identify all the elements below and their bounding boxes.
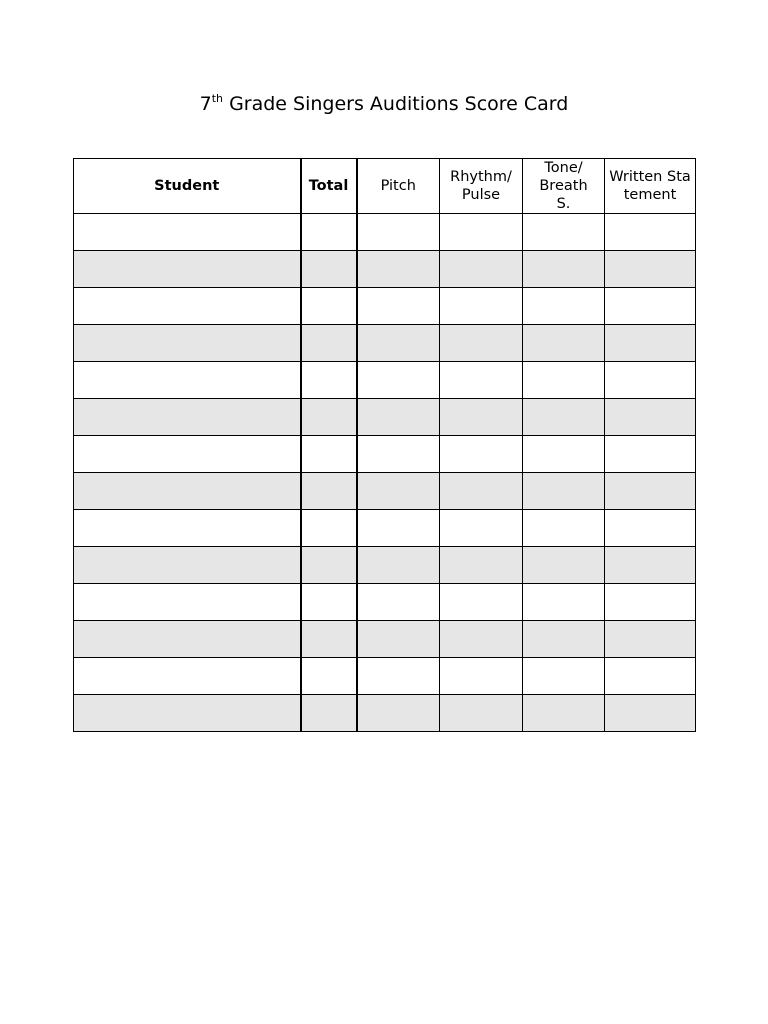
cell-student: [74, 214, 301, 251]
table-row: [74, 325, 696, 362]
cell-pitch: [357, 547, 440, 584]
cell-pitch: [357, 251, 440, 288]
cell-total: [301, 288, 357, 325]
cell-student: [74, 362, 301, 399]
cell-rhythm-pulse: [440, 362, 523, 399]
cell-rhythm-pulse: [440, 214, 523, 251]
cell-rhythm-pulse: [440, 473, 523, 510]
column-header-total: Total: [301, 159, 357, 214]
table-row: [74, 695, 696, 732]
cell-total: [301, 547, 357, 584]
cell-pitch: [357, 695, 440, 732]
cell-student: [74, 473, 301, 510]
cell-pitch: [357, 436, 440, 473]
cell-tone-breath: [523, 288, 605, 325]
cell-rhythm-pulse: [440, 621, 523, 658]
cell-tone-breath: [523, 325, 605, 362]
cell-total: [301, 436, 357, 473]
table-row: [74, 214, 696, 251]
cell-student: [74, 325, 301, 362]
cell-pitch: [357, 473, 440, 510]
cell-written-statement: [605, 214, 696, 251]
table-row: [74, 621, 696, 658]
cell-tone-breath: [523, 214, 605, 251]
cell-total: [301, 399, 357, 436]
cell-written-statement: [605, 436, 696, 473]
score-card-table: [73, 158, 696, 732]
column-header-rhythm-pulse: Rhythm/ Pulse: [440, 159, 523, 214]
cell-pitch: [357, 214, 440, 251]
cell-pitch: [357, 399, 440, 436]
table-row: [74, 584, 696, 621]
cell-tone-breath: [523, 695, 605, 732]
cell-tone-breath: [523, 251, 605, 288]
table-row: [74, 399, 696, 436]
cell-written-statement: [605, 362, 696, 399]
cell-tone-breath: [523, 547, 605, 584]
cell-written-statement: [605, 473, 696, 510]
cell-student: [74, 288, 301, 325]
cell-written-statement: [605, 547, 696, 584]
table-row: [74, 436, 696, 473]
cell-rhythm-pulse: [440, 658, 523, 695]
cell-total: [301, 362, 357, 399]
cell-rhythm-pulse: [440, 251, 523, 288]
cell-written-statement: [605, 621, 696, 658]
cell-student: [74, 510, 301, 547]
score-table-body: [74, 214, 696, 732]
cell-tone-breath: [523, 658, 605, 695]
cell-written-statement: [605, 658, 696, 695]
header-row: [74, 159, 696, 214]
cell-tone-breath: [523, 473, 605, 510]
table-row: [74, 362, 696, 399]
cell-written-statement: [605, 399, 696, 436]
table-row: [74, 288, 696, 325]
cell-rhythm-pulse: [440, 399, 523, 436]
cell-tone-breath: [523, 584, 605, 621]
column-header-written-statement: Written Statement: [605, 159, 696, 214]
cell-student: [74, 547, 301, 584]
cell-pitch: [357, 621, 440, 658]
cell-student: [74, 399, 301, 436]
title-number: 7: [199, 93, 212, 115]
cell-student: [74, 695, 301, 732]
cell-tone-breath: [523, 362, 605, 399]
cell-pitch: [357, 288, 440, 325]
cell-pitch: [357, 510, 440, 547]
cell-total: [301, 473, 357, 510]
cell-written-statement: [605, 695, 696, 732]
cell-pitch: [357, 584, 440, 621]
cell-rhythm-pulse: [440, 436, 523, 473]
column-header-pitch: Pitch: [357, 159, 440, 214]
cell-tone-breath: [523, 436, 605, 473]
title-ordinal-suffix: th: [211, 92, 224, 105]
cell-tone-breath: [523, 621, 605, 658]
cell-rhythm-pulse: [440, 288, 523, 325]
cell-total: [301, 510, 357, 547]
cell-tone-breath: [523, 399, 605, 436]
column-header-tone-breath: Tone/ Breath S.: [523, 159, 605, 214]
cell-written-statement: [605, 288, 696, 325]
page-title: [0, 90, 768, 118]
cell-total: [301, 658, 357, 695]
cell-total: [301, 695, 357, 732]
cell-total: [301, 251, 357, 288]
cell-rhythm-pulse: [440, 547, 523, 584]
column-header-student: Student: [74, 159, 301, 214]
cell-total: [301, 214, 357, 251]
title-text: Grade Singers Auditions Score Card: [223, 93, 569, 115]
table-row: [74, 547, 696, 584]
table-row: [74, 473, 696, 510]
cell-total: [301, 621, 357, 658]
cell-student: [74, 584, 301, 621]
cell-written-statement: [605, 584, 696, 621]
table-row: [74, 510, 696, 547]
cell-student: [74, 658, 301, 695]
cell-total: [301, 325, 357, 362]
cell-total: [301, 584, 357, 621]
cell-rhythm-pulse: [440, 325, 523, 362]
cell-written-statement: [605, 510, 696, 547]
cell-student: [74, 621, 301, 658]
cell-pitch: [357, 362, 440, 399]
cell-rhythm-pulse: [440, 584, 523, 621]
cell-student: [74, 436, 301, 473]
table-row: [74, 251, 696, 288]
cell-tone-breath: [523, 510, 605, 547]
cell-rhythm-pulse: [440, 510, 523, 547]
cell-written-statement: [605, 325, 696, 362]
cell-pitch: [357, 325, 440, 362]
cell-pitch: [357, 658, 440, 695]
table-row: [74, 658, 696, 695]
cell-written-statement: [605, 251, 696, 288]
cell-student: [74, 251, 301, 288]
cell-rhythm-pulse: [440, 695, 523, 732]
